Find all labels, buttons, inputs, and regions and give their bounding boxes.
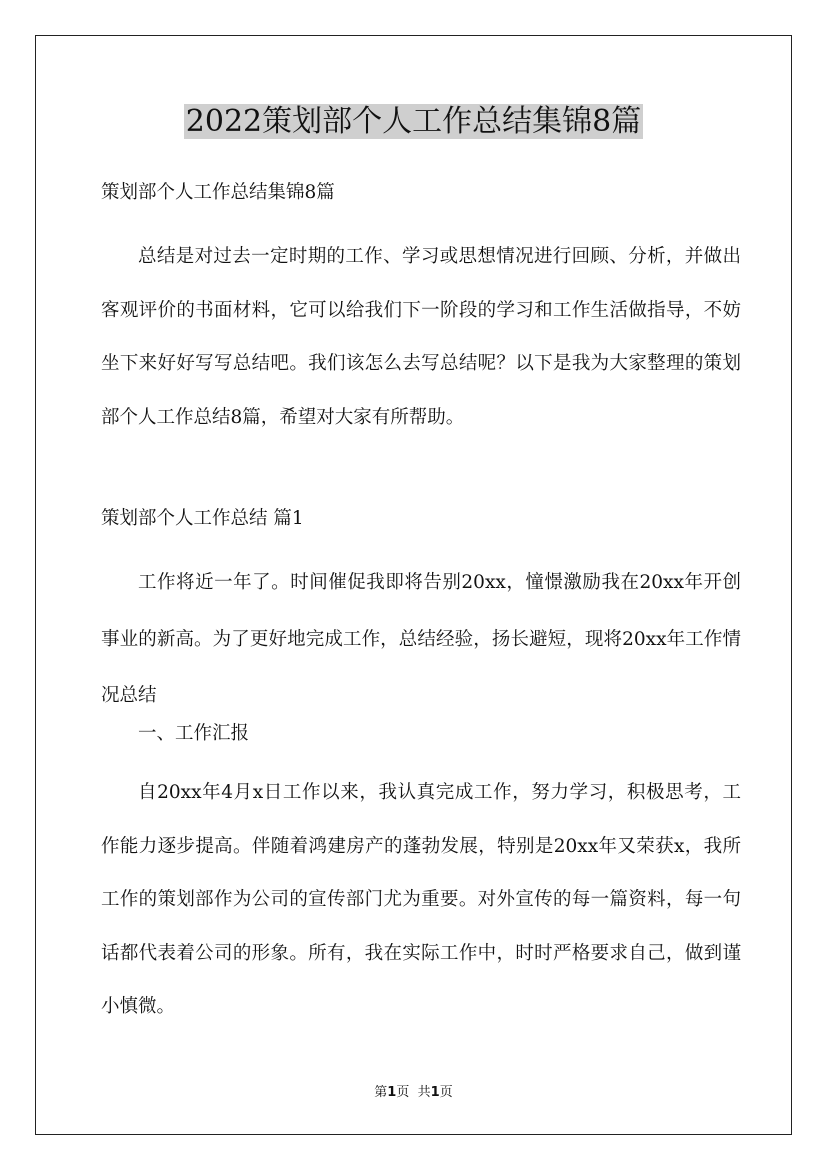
- footer-page-number: 1: [387, 1085, 397, 1100]
- intro-paragraph: 总结是对过去一定时期的工作、学习或思想情况进行回顾、分析，并做出客观评价的书面材料，它可以给我们下一阶段的学习和工作生活做指导，不妨坐下来好好写写总结吧。我们该怎么去写总结呢？以下是我为大家整理的策划部个人工作总结8篇，希望对大家有所帮助。: [101, 246, 741, 428]
- section-title: 策划部个人工作总结 篇1: [101, 508, 304, 529]
- footer-page-prefix: 第: [374, 1085, 388, 1100]
- footer-page-suffix: 页: [396, 1085, 410, 1100]
- body-paragraph-2: 自20xx年4月x日工作以来，我认真完成工作，努力学习，积极思考，工作能力逐步提高。伴随着鸿建房产的蓬勃发展，特别是20xx年又荣获x，我所工作的策划部作为公司的宣传部门尤为重要。对外宣传的每一篇资料，每一句话都代表着公司的形象。所有，我在实际工作中，时时严格要求自己，做到谨小慎微。: [101, 782, 741, 1017]
- footer-total-prefix: 共: [417, 1085, 431, 1100]
- section-heading-work-report: 一、工作汇报: [138, 723, 250, 744]
- document-title-text: 2022策划部个人工作总结集锦8篇: [185, 104, 642, 139]
- footer-total-pages: 1: [430, 1085, 440, 1100]
- body-paragraph-1: 工作将近一年了。时间催促我即将告别20xx，憧憬激励我在20xx年开创事业的新高。为了更好地完成工作，总结经验，扬长避短，现将20xx年工作情况总结: [101, 572, 741, 706]
- page-footer: [0, 1084, 827, 1102]
- document-subtitle: 策划部个人工作总结集锦8篇: [101, 182, 335, 203]
- footer-total-suffix: 页: [439, 1085, 453, 1100]
- document-title: [0, 100, 827, 144]
